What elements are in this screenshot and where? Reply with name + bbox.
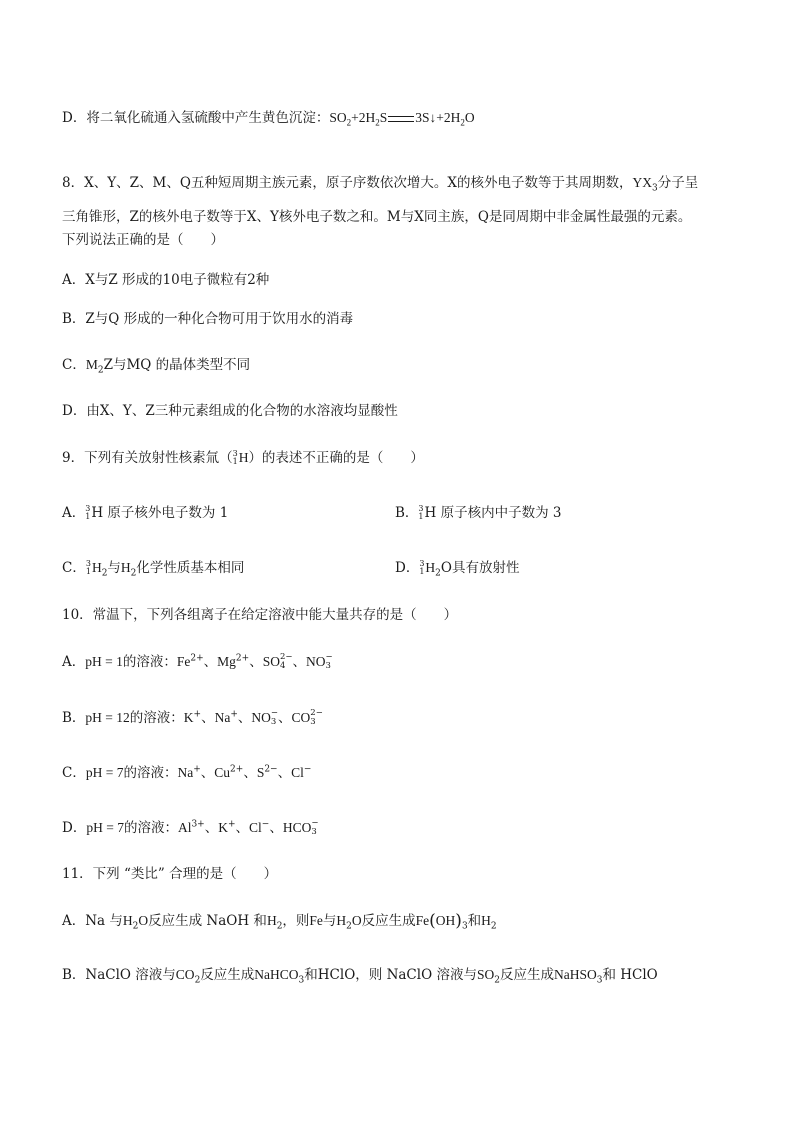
isotope-notation: 3 1 [232,448,238,466]
q8-option-c: C．$M_2Z$与MQ 的晶体类型不同 [62,357,251,376]
q10-option-b: B．pH = 12的溶液：K+、Na+、NO − 3 、CO 2− 3 [62,707,323,727]
q8-stem-line1: 8．X、Y、Z、M、Q五种短周期主族元素，原子序数依次增大。X的核外电子数等于其周期数，$YX_3$分子呈 [62,175,699,194]
q9-stem: 9．下列有关放射性核素氚（ 3 1 H）的表述不正确的是（ ） [62,448,424,466]
q8-stem-line2: 三角锥形，Z的核外电子数等于X、Y核外电子数之和。M与X同主族，Q是同周期中非金属性最强的元素。 [62,209,692,225]
q8-stem-line3: 下列说法正确的是（ ） [62,232,224,248]
equals-sign [388,116,414,122]
q10-option-a: A．pH = 1的溶液：$Fe^{2+}$、$Mg^{2+}$、SO 2− 4 、NO − 3 [62,651,333,671]
q10-option-d: D．pH = 7的溶液：$Al^{3+}$、K+、Cl−、HCO − 3 [62,817,319,837]
q9-option-b: B． 3 1 H 原子核内中子数为 3 [395,503,562,521]
q9-option-d: D． 3 1 $H_2O$具有放射性 [395,558,520,579]
q7-option-d: D．将二氧化硫通入氢硫酸中产生黄色沉淀：$SO_2+2H_2S$ $3S↓+2H_2O$ [62,110,475,128]
q8-option-d: D．由X、Y、Z三种元素组成的化合物的水溶液均显酸性 [62,403,398,419]
q11-stem: 11．下列 “类比” 合理的是（ ） [62,866,278,882]
q9-option-c: C． 3 1 $H_2$与$H_2$化学性质基本相同 [62,558,245,579]
q10-stem: 10．常温下，下列各组离子在给定溶液中能大量共存的是（ ） [62,607,458,623]
q10-option-c: C．pH = 7的溶液：Na+、$Cu^{2+}$、$S^{2-}$、Cl− [62,764,312,781]
q8-option-a: A．X与Z 形成的10电子微粒有2种 [62,272,270,288]
q9-option-a: A． 3 1 H 原子核外电子数为 1 [62,503,229,521]
q8-option-b: B．Z与Q 形成的一种化合物可用于饮用水的消毒 [62,311,354,327]
q11-option-b: B．NaClO 溶液与$CO_2$反应生成NaHCO$_3$和HClO，则 NaClO 溶液与$SO_2$反应生成NaHSO$_3$和 HClO [62,967,658,986]
q11-option-a: A．Na 与$H_2O$反应生成 NaOH 和$H_2$，则Fe与$H_2O$反应生成$Fe(OH)_3$和$H_2$ [62,911,497,932]
